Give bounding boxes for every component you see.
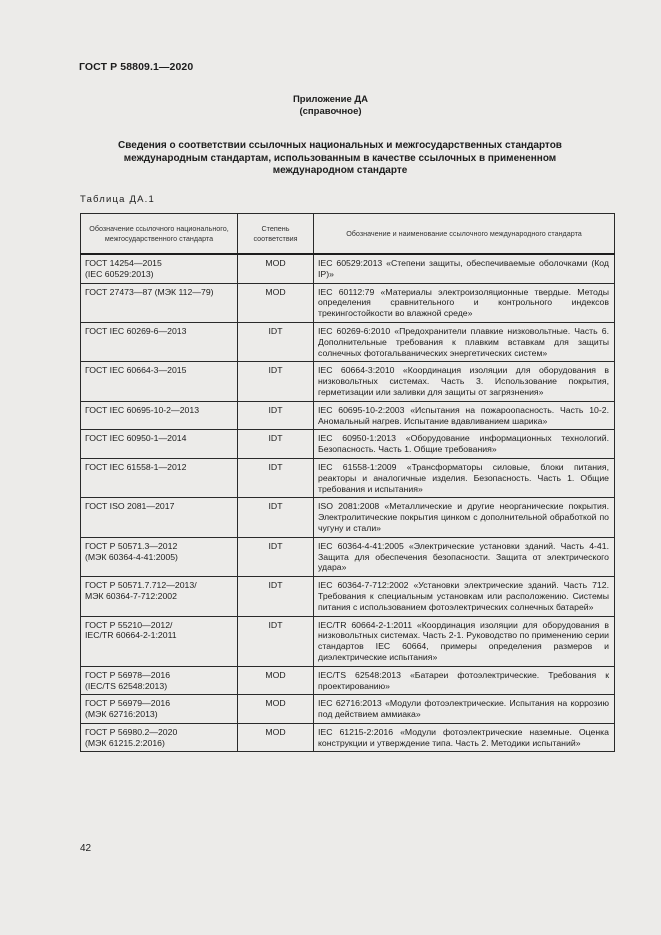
national-standard-cell: ГОСТ Р 55210—2012/ IEC/TR 60664-2-1:2011 [81, 616, 238, 666]
table-row [81, 695, 615, 724]
national-standard-cell: ГОСТ Р 56978—2016 (IEC/TS 62548:2013) [81, 666, 238, 695]
degree-cell: MOD [238, 695, 314, 724]
national-standard-cell: ГОСТ IEC 60695-10-2—2013 [81, 401, 238, 430]
national-standard-cell: ГОСТ Р 50571.3—2012 (МЭК 60364-4-41:2005) [81, 537, 238, 576]
table-row [81, 537, 615, 576]
degree-cell: IDT [238, 362, 314, 401]
table-row [81, 577, 615, 616]
international-standard-cell: IEC/TR 60664-2-1:2011 «Координация изоляции для оборудования в низковольтных системах. Часть 2-1. Руководство по применению серии стандартов IEC 60664, примеры определения размеров и диэлектрические испытания» [314, 616, 615, 666]
international-standard-cell: IEC 60529:2013 «Степени защиты, обеспечиваемые оболочками (Код IP)» [314, 254, 615, 283]
table-row [81, 430, 615, 459]
degree-cell: IDT [238, 498, 314, 537]
table-row [81, 666, 615, 695]
degree-cell: IDT [238, 537, 314, 576]
appendix-heading [0, 94, 661, 118]
appendix-kind: (справочное) [299, 106, 362, 117]
degree-cell: MOD [238, 254, 314, 283]
national-standard-cell: ГОСТ ISO 2081—2017 [81, 498, 238, 537]
degree-cell: MOD [238, 666, 314, 695]
international-standard-cell: IEC 60112:79 «Материалы электроизоляционные твердые. Методы определения сравнительного и контрольного индексов трекингостойкости во влажной среде» [314, 283, 615, 322]
table-row [81, 283, 615, 322]
national-standard-cell: ГОСТ IEC 60269-6—2013 [81, 322, 238, 361]
international-standard-cell: IEC 61215-2:2016 «Модули фотоэлектрические наземные. Оценка конструкции и утверждение типа. Часть 2. Методики испытаний» [314, 723, 615, 752]
international-standard-cell: IEC 62716:2013 «Модули фотоэлектрические. Испытания на коррозию под действием аммиака» [314, 695, 615, 724]
international-standard-cell: IEC/TS 62548:2013 «Батареи фотоэлектрические. Требования к проектированию» [314, 666, 615, 695]
table-row [81, 362, 615, 401]
header-international-standard: Обозначение и наименование ссылочного международного стандарта [314, 214, 615, 255]
page-number: 42 [80, 843, 92, 854]
international-standard-cell: IEC 60364-4-41:2005 «Электрические установки зданий. Часть 4-41. Защита для обеспечения безопасности. Защита от электрического удара» [314, 537, 615, 576]
degree-cell: IDT [238, 458, 314, 497]
section-title: Сведения о соответствии ссылочных национальных и межгосударственных стандартов международным стандартам, использованным в качестве ссылочных в примененном международном стандарте [118, 140, 562, 176]
international-standard-cell: ISO 2081:2008 «Металлические и другие неорганические покрытия. Электролитические покрытия цинком с дополнительной обработкой по чугуну и стали» [314, 498, 615, 537]
table-row [81, 723, 615, 752]
national-standard-cell: ГОСТ Р 50571.7.712—2013/ МЭК 60364-7-712:2002 [81, 577, 238, 616]
international-standard-cell: IEC 60269-6:2010 «Предохранители плавкие низковольтные. Часть 6. Дополнительные требования к плавким вставкам для защиты солнечных фотогальванических энергетических систем» [314, 322, 615, 361]
table-row [81, 254, 615, 283]
national-standard-cell: ГОСТ IEC 61558-1—2012 [81, 458, 238, 497]
table-row [81, 322, 615, 361]
national-standard-cell: ГОСТ 14254—2015 (IEC 60529:2013) [81, 254, 238, 283]
table-row [81, 498, 615, 537]
header-national-standard: Обозначение ссылочного национального, межгосударственного стандарта [81, 214, 238, 255]
international-standard-cell: IEC 60664-3:2010 «Координация изоляции для оборудования в низковольтных системах. Часть 3. Использование покрытия, герметизации или заливки для защиты от загрязнения» [314, 362, 615, 401]
degree-cell: IDT [238, 401, 314, 430]
national-standard-cell: ГОСТ Р 56980.2—2020 (МЭК 61215.2:2016) [81, 723, 238, 752]
national-standard-cell: ГОСТ Р 56979—2016 (МЭК 62716:2013) [81, 695, 238, 724]
table-row [81, 458, 615, 497]
document-id: ГОСТ Р 58809.1—2020 [79, 61, 194, 73]
table-row [81, 616, 615, 666]
header-degree: Степень соответствия [238, 214, 314, 255]
degree-cell: IDT [238, 577, 314, 616]
table-caption: Таблица ДА.1 [80, 194, 155, 205]
international-standard-cell: IEC 61558-1:2009 «Трансформаторы силовые, блоки питания, реакторы и аналогичные изделия. Безопасность. Часть 1. Общие требования и испытания» [314, 458, 615, 497]
international-standard-cell: IEC 60695-10-2:2003 «Испытания на пожароопасность. Часть 10-2. Аномальный нагрев. Испытание вдавливанием шарика» [314, 401, 615, 430]
national-standard-cell: ГОСТ 27473—87 (МЭК 112—79) [81, 283, 238, 322]
table-header-row [81, 214, 615, 255]
international-standard-cell: IEC 60364-7-712:2002 «Установки электрические зданий. Часть 712. Требования к специальным установкам или расположению. Системы питания с использованием фотоэлектрических солнечных батарей» [314, 577, 615, 616]
table-row [81, 401, 615, 430]
degree-cell: IDT [238, 616, 314, 666]
national-standard-cell: ГОСТ IEC 60664-3—2015 [81, 362, 238, 401]
correspondence-table [80, 213, 615, 752]
degree-cell: MOD [238, 723, 314, 752]
national-standard-cell: ГОСТ IEC 60950-1—2014 [81, 430, 238, 459]
appendix-name: Приложение ДА [292, 94, 369, 105]
degree-cell: IDT [238, 430, 314, 459]
international-standard-cell: IEC 60950-1:2013 «Оборудование информационных технологий. Безопасность. Часть 1. Общие требования» [314, 430, 615, 459]
degree-cell: MOD [238, 283, 314, 322]
degree-cell: IDT [238, 322, 314, 361]
